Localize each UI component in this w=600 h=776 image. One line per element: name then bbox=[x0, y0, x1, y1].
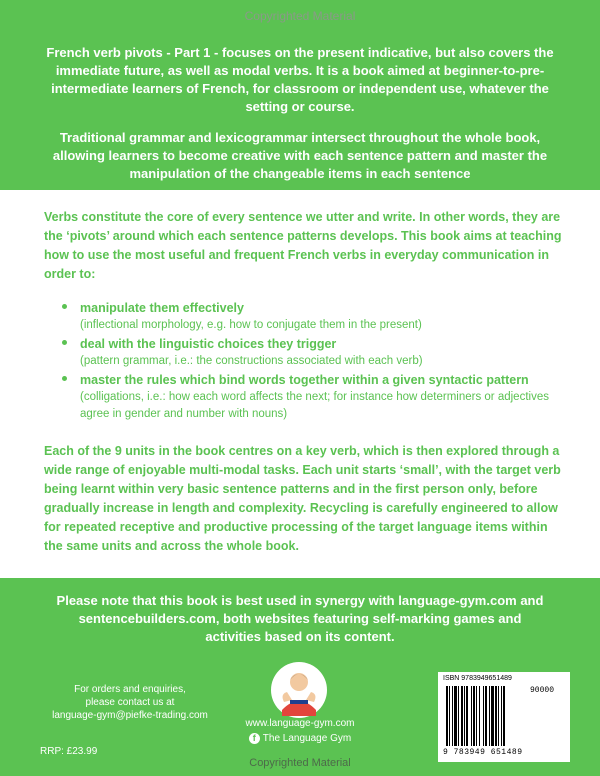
orders-line: For orders and enquiries, bbox=[74, 684, 186, 695]
bullet-icon bbox=[62, 376, 67, 381]
list-item bbox=[62, 299, 562, 334]
facebook-link[interactable] bbox=[200, 733, 400, 744]
barcode-bars-icon bbox=[446, 686, 526, 748]
summary-paragraph-1: French verb pivots - Part 1 - focuses on the present indicative, but also covers the immediate future, as well as modal verbs. It is a book aimed at beginner-to-pre-intermediate learners of French, for classroom or independent use, whatever the setting or course. bbox=[46, 45, 554, 114]
price-code: 90000 bbox=[530, 686, 555, 695]
watermark-top: Copyrighted Material bbox=[244, 9, 356, 23]
website-link[interactable]: www.language-gym.com bbox=[245, 718, 355, 729]
barcode bbox=[438, 672, 570, 762]
facebook-name: The Language Gym bbox=[262, 733, 352, 745]
websites-note: Please note that this book is best used in synergy with language-gym.com and sentencebuilders.com, both websites featuring self-marking games and activities based on its content. bbox=[56, 593, 544, 644]
units-paragraph: Each of the 9 units in the book centres on a key verb, which is then explored through a wide range of enjoyable multi-modal tasks. Each unit starts ‘small’, with the target verb being learnt within very basic sentence patterns and in the first person only, before gradually increase in length and complexity. Recycling is carefully engineered to allow for repeated receptive and productive processing of the target language items within the same units and across the whole book. bbox=[44, 444, 561, 553]
orders-line: please contact us at bbox=[85, 697, 175, 708]
bullet-title: master the rules which bind words together within a given syntactic pattern bbox=[80, 373, 529, 387]
bullet-title: deal with the linguistic choices they trigger bbox=[80, 337, 337, 351]
bullet-icon bbox=[62, 340, 67, 345]
facebook-icon: f bbox=[249, 733, 260, 744]
list-item bbox=[62, 371, 562, 423]
bullet-description: (colligations, i.e.: how each word affects the next; for instance how determiners or adjectives agree in gender and number with nouns) bbox=[80, 391, 549, 420]
language-gym-mascot-icon bbox=[270, 660, 328, 720]
intro-paragraph: Verbs constitute the core of every sentence we utter and write. In other words, they are the ‘pivots’ around which each sentence patterns develops. This book aims at teaching how to use the most useful and frequent French verbs in everyday communication in order to: bbox=[44, 210, 562, 281]
orders-contact bbox=[40, 683, 220, 722]
goals-list bbox=[62, 299, 562, 424]
bullet-description: (pattern grammar, i.e.: the constructions associated with each verb) bbox=[80, 355, 423, 367]
list-item bbox=[62, 335, 562, 370]
bullet-description: (inflectional morphology, e.g. how to conjugate them in the present) bbox=[80, 319, 422, 331]
summary-paragraph-2: Traditional grammar and lexicogrammar intersect throughout the whole book, allowing learners to become creative with each sentence pattern and master the manipulation of the changeable items in each sentence bbox=[52, 130, 548, 181]
bullet-icon bbox=[62, 304, 67, 309]
bullet-title: manipulate them effectively bbox=[80, 301, 244, 315]
price-label: RRP: £23.99 bbox=[40, 746, 98, 757]
orders-email[interactable]: language-gym@piefke-trading.com bbox=[52, 710, 208, 721]
ean-digits: 9 783949 651489 bbox=[443, 748, 523, 757]
isbn-label: ISBN 9783949651489 bbox=[443, 675, 512, 682]
watermark-bottom: Copyrighted Material bbox=[249, 757, 351, 769]
